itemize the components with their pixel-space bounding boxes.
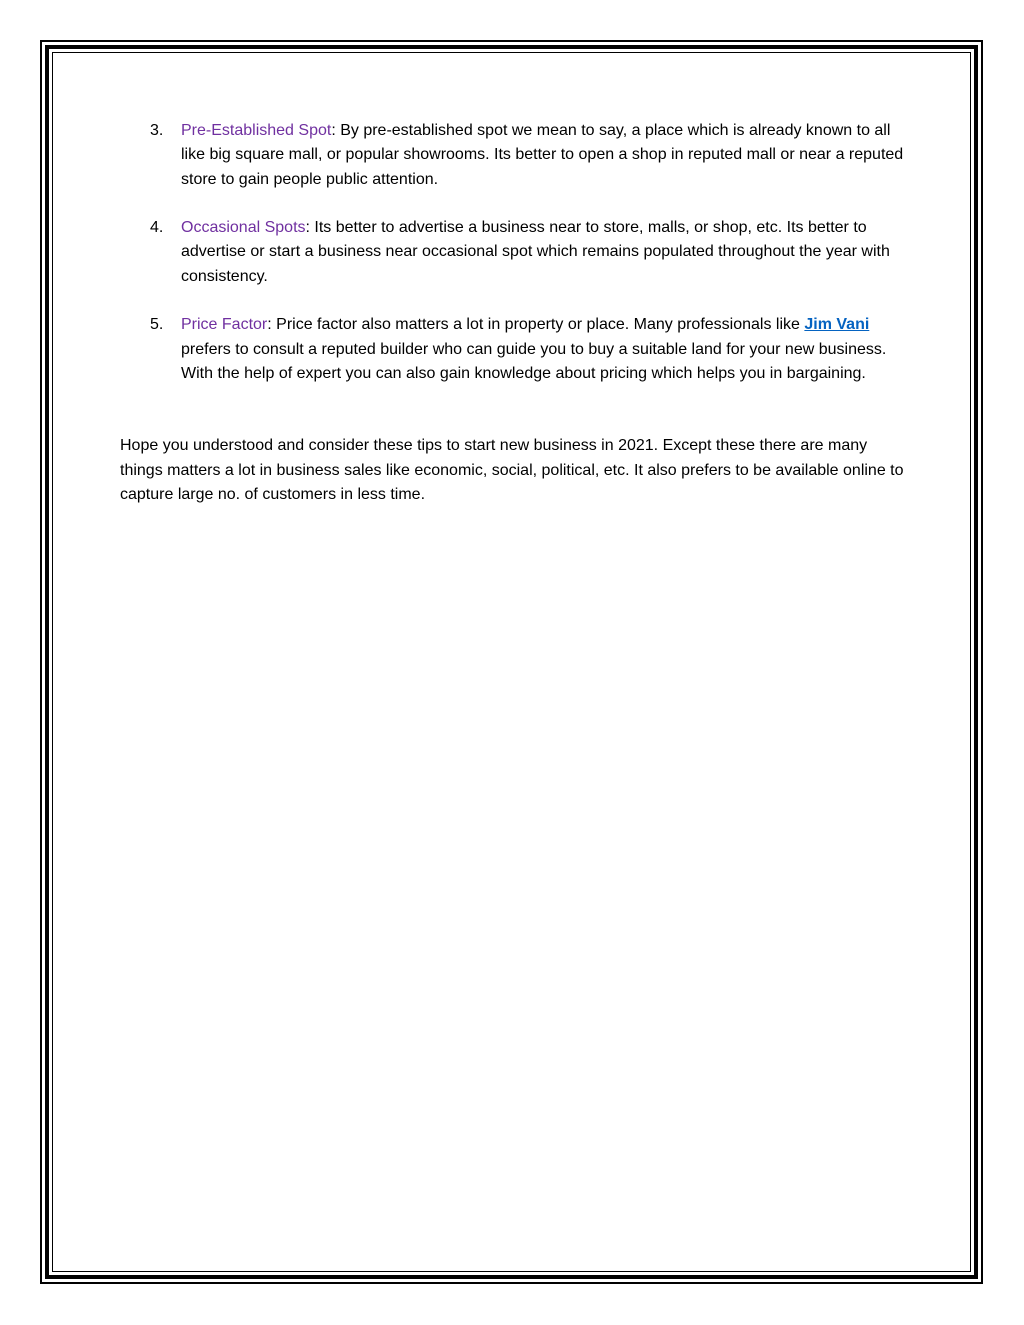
document-body [120, 119, 910, 523]
tips-list [120, 119, 910, 386]
list-number: 5. [150, 316, 164, 334]
term-pre-established-spot: Pre-Established Spot [181, 122, 332, 139]
list-item-price-factor [120, 313, 910, 386]
list-item-text: : Its better to advertise a business near to store, malls, or shop, etc. Its better to advertise or start a business near occasional spot which remains populated throughout the year with consistency. [181, 219, 890, 285]
list-number: 4. [150, 219, 164, 237]
jim-vani-link[interactable]: Jim Vani [804, 316, 870, 334]
list-item-pre-established-spot [120, 119, 910, 192]
list-item-text: : By pre-established spot we mean to say, a place which is already known to all like big square mall, or popular showrooms. Its better to open a shop in reputed mall or near a reputed store to gain people public attention. [181, 122, 904, 188]
list-item-text-before-link: : Price factor also matters a lot in property or place. Many professionals like [267, 316, 805, 334]
list-number: 3. [150, 122, 164, 139]
term-occasional-spots: Occasional Spots [181, 219, 306, 237]
list-item-occasional-spots [120, 216, 910, 289]
closing-paragraph: Hope you understood and consider these tips to start new business in 2021. Except these there are many things matters a lot in business sales like economic, social, political, etc. It also prefers to be available online to capture large no. of customers in less time. [120, 437, 904, 503]
term-price-factor: Price Factor [181, 316, 268, 334]
list-item-text-after-link: prefers to consult a reputed builder who can guide you to buy a suitable land for your new business. With the help of expert you can also gain knowledge about pricing which helps you in bargaining. [181, 340, 887, 382]
